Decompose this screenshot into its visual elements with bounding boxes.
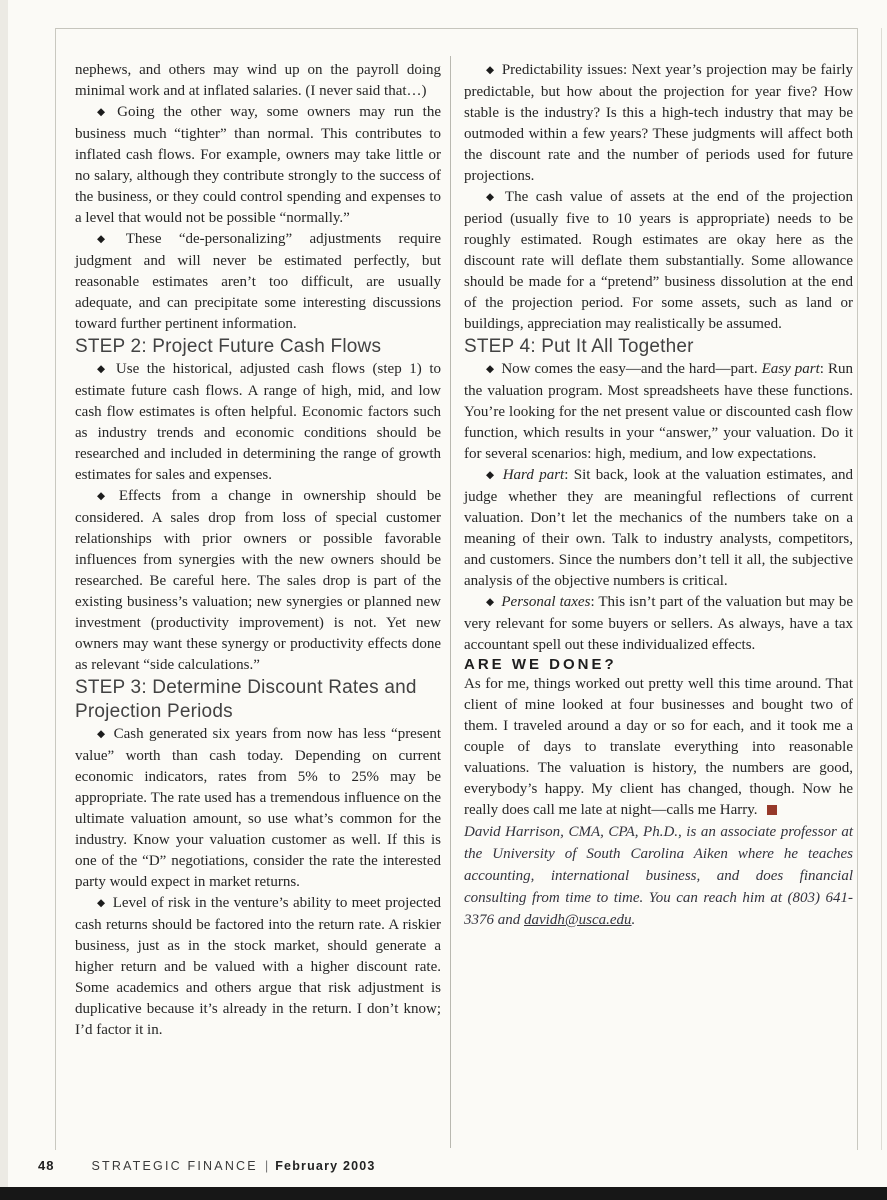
bullet-paragraph (75, 724, 441, 893)
bullet-paragraph (464, 592, 853, 656)
bullet-paragraph (75, 102, 441, 229)
bullet-text-italic-lead: Easy part (761, 361, 820, 377)
diamond-bullet-icon: ◆ (486, 470, 496, 481)
page-number: 48 (38, 1158, 55, 1173)
diamond-bullet-icon: ◆ (97, 491, 112, 502)
bullet-text-rest: : This isn’t part of the valuation but may be very relevant for some buyers or sellers. As always, have a tax accountant spell out these individualized effects. (464, 594, 854, 653)
diamond-bullet-icon: ◆ (97, 898, 106, 909)
diamond-bullet-icon: ◆ (97, 729, 107, 740)
diamond-bullet-icon: ◆ (97, 107, 111, 118)
bullet-paragraph (75, 893, 441, 1041)
bullet-text: These “de-personalizing” adjustments require judgment and will never be estimated perfectly, but reasonable estimates aren’t too difficult, are usually adequate, and can precipitate some interesting discussions toward further pertinent information. (75, 231, 441, 332)
author-bio (464, 821, 853, 931)
bullet-paragraph (75, 359, 441, 486)
page-frame-right (857, 28, 858, 1150)
bio-suffix: . (631, 912, 636, 928)
diamond-bullet-icon: ◆ (486, 597, 495, 608)
page-edge-line (881, 28, 882, 1150)
diamond-bullet-icon: ◆ (486, 192, 498, 203)
bullet-paragraph (75, 229, 441, 335)
column-divider-rule (450, 56, 451, 1148)
bullet-text: Going the other way, some owners may run the business much “tighter” than normal. This contributes to inflated cash flows. For example, owners may take little or no salary, although they contribute strongly to the success of the business, or they could control spending and expenses to a level that would not be possible “normally.” (75, 104, 442, 226)
author-email-link[interactable]: davidh@usca.edu (524, 912, 632, 928)
diamond-bullet-icon: ◆ (486, 364, 495, 375)
bullet-text: The cash value of assets at the end of the projection period (usually five to 10 years is appropriate) needs to be roughly estimated. Rough estimates are okay here as the discount rate will deflate them substantially. Some allowance should be made for a “pretend” business dissolution at the end of the projection period. For some assets, such as land or buildings, appreciation may realistically be assumed. (464, 189, 854, 332)
closing-paragraph (464, 674, 853, 821)
right-column (464, 60, 853, 931)
bullet-text-rest: : Sit back, look at the valuation estimates, and judge whether they are meaningful reflections of current valuation. Don’t let the mechanics of the numbers take on a meaning of their own. Talk to industry analysts, competitors, and customers. Since the numbers don’t tell it all, the subjective analysis of the objective numbers is critical. (464, 467, 853, 589)
section-heading-step2: STEP 2: Project Future Cash Flows (75, 336, 382, 357)
scan-edge (0, 0, 8, 1200)
paragraph-continuation: nephews, and others may wind up on the payroll doing minimal work and at inflated salaries. (I never said that…) (75, 62, 441, 99)
diamond-bullet-icon: ◆ (486, 65, 495, 76)
bio-text: David Harrison, CMA, CPA, Ph.D., is an associate professor at the University of South Carolina Aiken where he teaches accounting, international business, and does financial consulting from time to time. You can reach him at (803) 641-3376 and (464, 824, 853, 928)
page-frame-left (55, 28, 56, 1150)
footer-separator: | (264, 1158, 269, 1173)
left-column (75, 60, 441, 1041)
end-of-article-square-icon (767, 805, 777, 815)
bullet-text-italic-lead: Personal taxes (501, 594, 591, 610)
bullet-text: Use the historical, adjusted cash flows (step 1) to estimate future cash flows. A range of high, mid, and low cash flow estimates is often helpful. Economic factors such as industry trends and economic conditions should be researched and included in determining the range of growth estimates for sales and expenses. (75, 361, 442, 483)
bullet-text-italic-lead: Hard part (502, 467, 565, 483)
section-heading-are-we-done: ARE WE DONE? (464, 656, 617, 673)
diamond-bullet-icon: ◆ (97, 364, 109, 375)
section-heading-step4: STEP 4: Put It All Together (464, 336, 694, 357)
issue-date: February 2003 (275, 1159, 376, 1173)
bullet-paragraph (464, 60, 853, 187)
bullet-paragraph (464, 465, 853, 592)
bullet-paragraph (464, 187, 853, 335)
bullet-paragraph (464, 359, 853, 465)
closing-text: As for me, things worked out pretty well this time around. That client of mine looked at four businesses and bought two of them. I traveled around a day or so for each, and it took me a couple of days to translate everything into reasonable valuations. The valuation is history, the numbers are good, everybody’s happy. My client has changed, though. Now he really does call me late at night—calls me Harry. (464, 676, 853, 818)
page-footer (38, 1158, 376, 1173)
bullet-text-rest: : Run the valuation program. Most spreadsheets have these functions. You’re looking for the net present value or discounted cash flow function, which results in your “answer,” your valuation. Do it for several scenarios: high, medium, and low expectations. (464, 361, 853, 462)
bullet-paragraph (75, 486, 441, 676)
scan-bottom-edge (0, 1187, 887, 1200)
bullet-text: Predictability issues: Next year’s projection may be fairly predictable, but how about the projection for year five? How stable is the industry? Is this a high-tech industry that may be outmoded within a few years? These judgments will affect both the discount rate and the number of periods used for future projections. (464, 62, 853, 184)
bullet-text-pre: Now comes the easy—and the hard—part. (501, 361, 762, 377)
bullet-text: Effects from a change in ownership should be considered. A sales drop from loss of special customer relationships with prior owners or possible favorable influences from synergies with the new owners should be researched. Be careful here. The sales drop is part of the existing business’s valuation; new synergies or planned new investment (productivity improvement) is not. Yet new owners may want these synergy or productivity effects done as relevant “side calculations.” (75, 488, 442, 673)
section-heading-step3: STEP 3: Determine Discount Rates and Projection Periods (75, 677, 417, 722)
magazine-name: STRATEGIC FINANCE (91, 1159, 258, 1173)
bullet-text: Level of risk in the venture’s ability to meet projected cash returns should be factored into the return rate. A riskier business, just as in the stock market, should generate a higher return and be valued with a higher discount rate. Some academics and others argue that risk adjustment is duplicative because it’s already in the return. I don’t know; I’d factor it in. (75, 895, 441, 1038)
diamond-bullet-icon: ◆ (97, 234, 119, 245)
bullet-text: Cash generated six years from now has less “present value” worth than cash today. Depending on current economic indicators, rates from 5% to 25% may be appropriate. The rate used has a tremendous influence on the ultimate valuation amount, so use what’s common for the industry. Know your valuation customer as well. If this is one of the “D” negotiations, consider the rate the interested party would expect in market returns. (75, 726, 442, 890)
page-frame-top (55, 28, 858, 29)
